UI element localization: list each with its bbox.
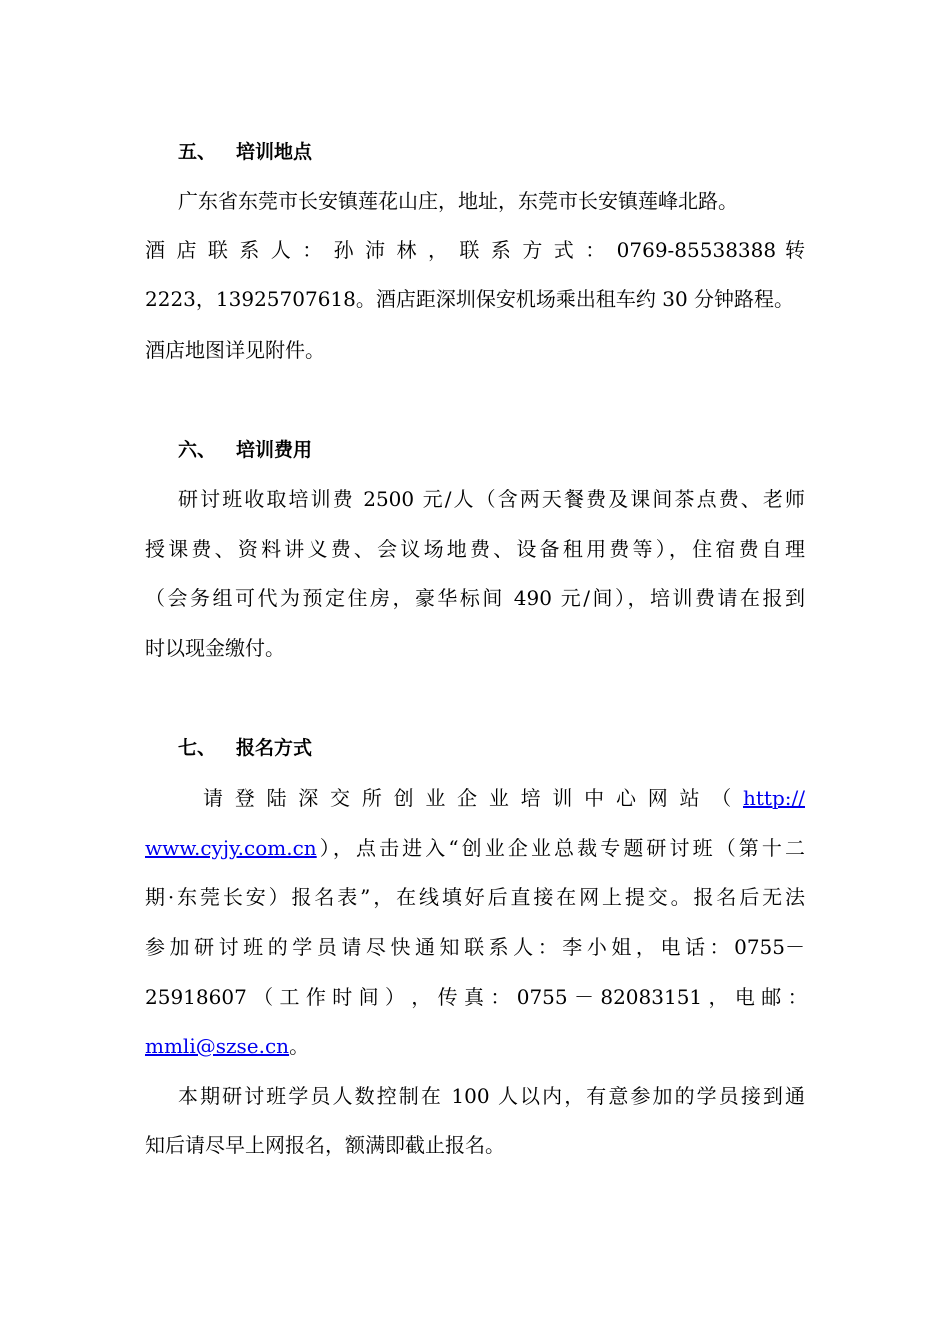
section-5-heading [178,138,838,166]
section-7-line-5: 25918607 （ 工 作 时 间 ） ， 传 真 ： 0755 － 82083151 ， 电 邮 ： [145,985,808,1009]
section-6-line-1: 研讨班收取培训费 2500 元/人（含两天餐费及课间茶点费、老师 [178,487,805,511]
section-6-line-2: 授课费、资料讲义费、会议场地费、设备租用费等），住宿费自理 [145,537,805,561]
section-5-line-2: 酒 店 联 系 人 ： 孙 沛 林 ， 联 系 方 式 ： 0769-85538388 转 [145,238,805,262]
section-5-number: 五、 [178,141,217,163]
section-7-paragraph-2-line-1: 本期研讨班学员人数控制在 100 人以内，有意参加的学员接到通 [178,1084,805,1108]
section-7-title: 报名方式 [236,737,313,759]
section-5-line-3: 2223，13925707618。酒店距深圳保安机场乘出租车约 30 分钟路程。 [145,287,795,311]
section-6-line-4: 时以现金缴付。 [145,636,285,660]
website-link-part-1[interactable]: http:// [743,786,805,810]
section-7-heading [178,734,838,762]
section-7-line-2-text: ），点击进入“创业企业总裁专题研讨班（第十二 [316,836,805,860]
section-7-number: 七、 [178,737,217,759]
section-5-title: 培训地点 [236,141,313,163]
section-7-line-4: 参加研讨班的学员请尽快通知联系人：李小姐，电话：0755－ [145,935,805,959]
section-7-line-6 [145,1032,805,1060]
section-5-line-1: 广东省东莞市长安镇莲花山庄，地址，东莞市长安镇莲峰北路。 [178,189,738,213]
section-7-line-3: 期·东莞长安）报名表”，在线填好后直接在网上提交。报名后无法 [145,885,805,909]
section-5-line-4: 酒店地图详见附件。 [145,338,325,362]
section-7-line-1-text: 请 登 陆 深 交 所 创 业 企 业 培 训 中 心 网 站 （ [203,786,734,810]
section-7-paragraph-2-line-2: 知后请尽早上网报名，额满即截止报名。 [145,1133,505,1157]
section-6-line-3: （会务组可代为预定住房，豪华标间 490 元/间），培训费请在报到 [145,586,805,610]
section-7-line-6-text: 。 [289,1034,310,1058]
section-7-line-1 [203,784,805,812]
section-6-heading [178,436,838,464]
email-link[interactable]: mmli@szse.cn [145,1034,290,1058]
section-6-number: 六、 [178,439,217,461]
section-6-title: 培训费用 [236,439,313,461]
website-link-part-2[interactable]: www.cyjy.com.cn [145,836,317,860]
section-7-line-2 [145,834,805,862]
